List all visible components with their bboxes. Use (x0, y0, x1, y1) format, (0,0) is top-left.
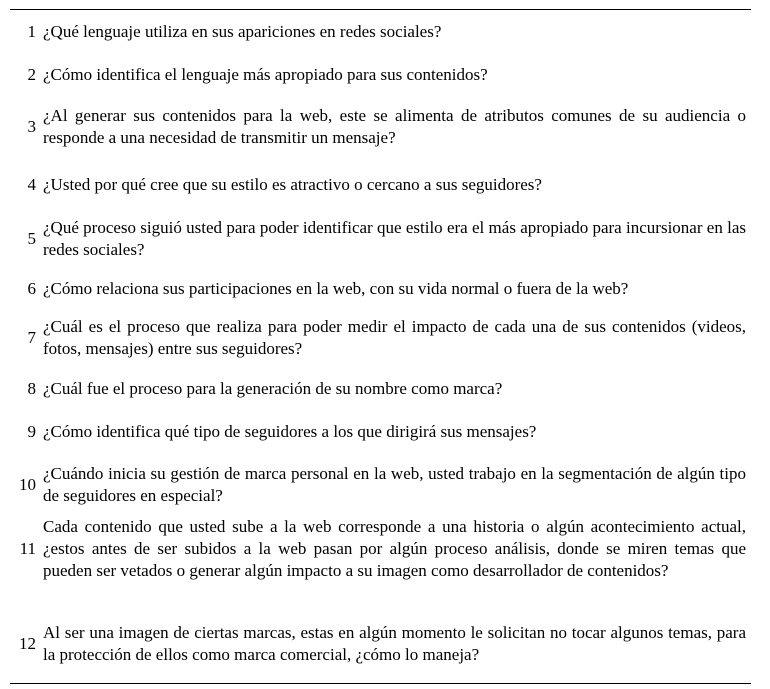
question-text: ¿Usted por qué cree que su estilo es atractivo o cercano a sus seguidores? (43, 175, 542, 194)
table-row (10, 64, 751, 86)
question-text: ¿Cuál fue el proceso para la generación de su nombre como marca? (43, 379, 503, 398)
question-number: 1 (27, 22, 36, 41)
questions-table (10, 9, 751, 684)
table-row (10, 516, 751, 582)
question-text: ¿Cómo identifica qué tipo de seguidores a los que dirigirá sus mensajes? (43, 422, 537, 441)
table-row (10, 378, 751, 400)
question-number: 12 (19, 634, 36, 653)
question-number: 2 (27, 65, 36, 84)
table-row (10, 217, 751, 261)
question-text: ¿Cómo relaciona sus participaciones en la web, con su vida normal o fuera de la web? (43, 279, 629, 298)
question-text: ¿Al generar sus contenidos para la web, este se alimenta de atributos comunes de su audiencia o responde a una necesidad de transmitir un mensaje? (43, 106, 746, 147)
table-row (10, 174, 751, 196)
question-number: 5 (27, 229, 36, 248)
question-number: 9 (27, 422, 36, 441)
table-row (10, 316, 751, 360)
table-row (10, 622, 751, 666)
question-number: 7 (27, 328, 36, 347)
question-number: 3 (27, 117, 36, 136)
table-row (10, 278, 751, 300)
question-number: 4 (27, 175, 36, 194)
question-text: ¿Qué lenguaje utiliza en sus apariciones en redes sociales? (43, 22, 442, 41)
table-row (10, 105, 751, 149)
table-row (10, 21, 751, 43)
question-text: Cada contenido que usted sube a la web corresponde a una historia o algún acontecimiento actual, ¿estos antes de ser subidos a la web pasan por algún proceso análisis, donde se miren temas que pueden ser vetados o generar algún impacto a su imagen como desarrollador de contenidos? (43, 517, 746, 580)
question-text: ¿Cuál es el proceso que realiza para poder medir el impacto de cada una de sus contenidos (videos, fotos, mensajes) entre sus seguidores? (43, 317, 746, 358)
question-number: 10 (19, 475, 36, 494)
question-number: 8 (27, 379, 36, 398)
question-text: ¿Qué proceso siguió usted para poder identificar que estilo era el más apropiado para incursionar en las redes sociales? (43, 218, 746, 259)
table-row (10, 421, 751, 443)
question-text: ¿Cuándo inicia su gestión de marca personal en la web, usted trabajo en la segmentación de algún tipo de seguidores en especial? (43, 464, 746, 505)
question-text: Al ser una imagen de ciertas marcas, estas en algún momento le solicitan no tocar algunos temas, para la protección de ellos como marca comercial, ¿cómo lo maneja? (43, 623, 746, 664)
question-text: ¿Cómo identifica el lenguaje más apropiado para sus contenidos? (43, 65, 488, 84)
table-row (10, 463, 751, 507)
question-number: 11 (19, 539, 36, 558)
question-number: 6 (27, 279, 36, 298)
